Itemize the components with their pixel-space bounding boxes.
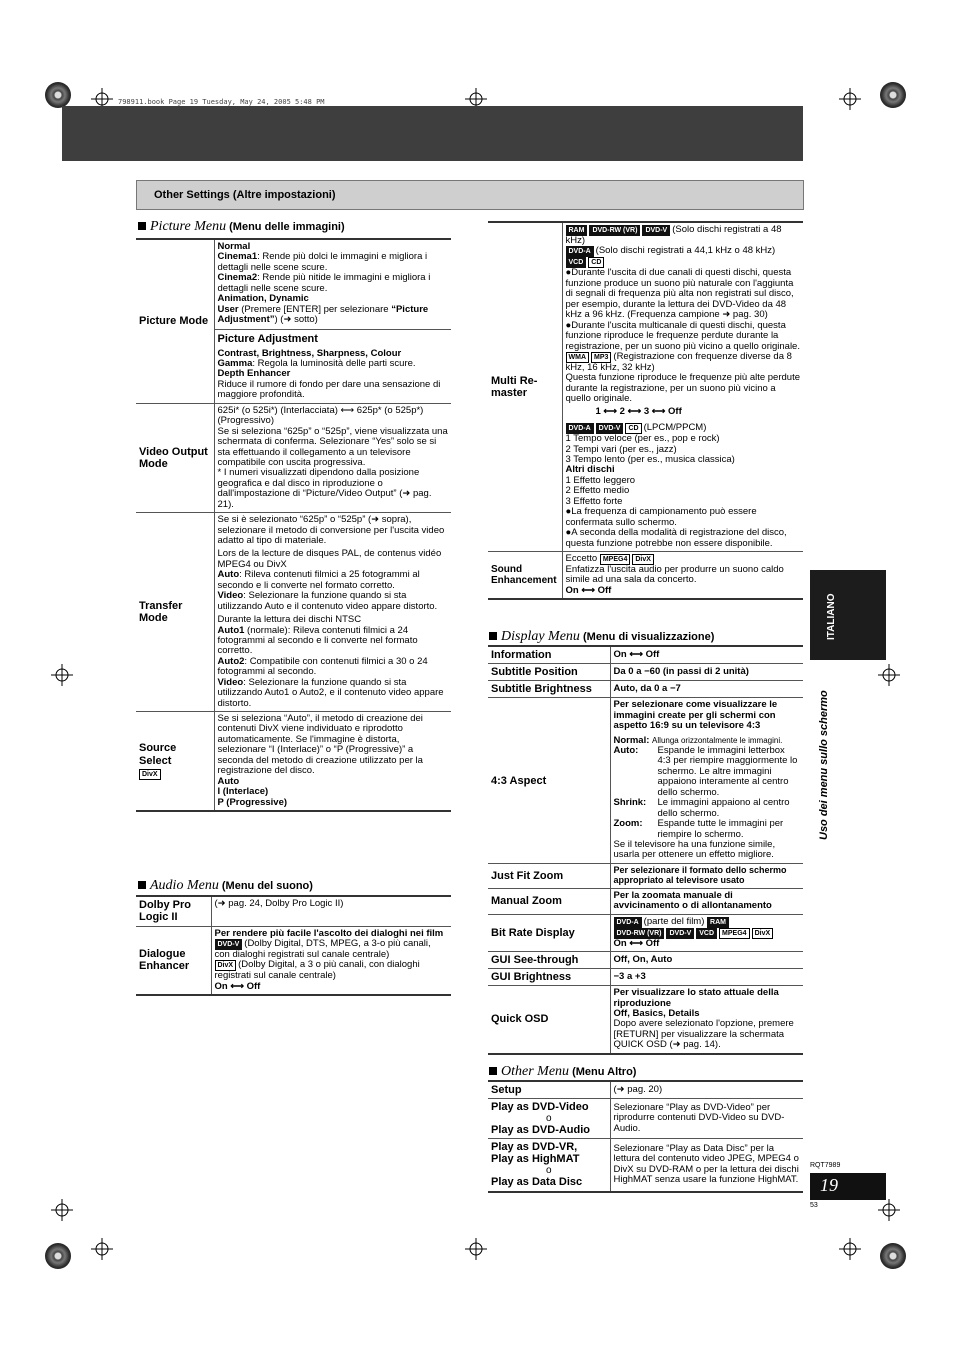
dvd-v-tag: DVD-V (215, 939, 243, 950)
registration-mark-icon (878, 1199, 900, 1221)
display-menu-heading: Display Menu (Menu di visualizzazione) (489, 629, 714, 645)
multi-remaster-label: Multi Re-master (488, 222, 562, 551)
table-row: Dialogue Enhancer Per rendere più facile l'ascolto dei dialoghi nei film DVD-V (Dolby Digital, DTS, MPEG, a 3-o più canali, con dialoghi registrati sul canale centrale) DivX (Dolby Digital, a 3 o più canali, con dialoghi registrati sul canale centrale) On ⟷ Off (136, 926, 451, 995)
settings-bar: Other Settings (Altre impostazioni) (136, 180, 804, 210)
video-output-mode-label: Video Output Mode (136, 403, 214, 512)
registration-mark-icon (51, 1199, 73, 1221)
picture-menu-table (136, 238, 451, 812)
rqt-code: RQT7989 (810, 1162, 841, 1169)
transfer-mode-label: Transfer Mode (136, 513, 214, 712)
table-row: Information On ⟷ Off (488, 646, 803, 664)
language-label: ITALIANO (826, 593, 837, 640)
table-row: Sound Enhancement Eccetto MPEG4 DivX Enfatizza l'uscita audio per produrre un suono caldo simile ad una sala da concerto. On ⟷ Off (488, 551, 803, 599)
registration-mark-icon (465, 1238, 487, 1260)
audio-menu-table (136, 895, 451, 996)
registration-mark-icon (839, 1238, 861, 1260)
table-row: Dolby Pro Logic II (➜ pag. 24, Dolby Pro Logic II) (136, 896, 451, 926)
table-row: Source Select DivX Se si seleziona “Auto”, il metodo di creazione dei contenuti DivX viene individuato e riprodotto automaticamente. Se l'immagine è distorta, selezionare “I (Interlace)” o “P (Progressive)” a seconda del metodo di creazione utilizzato per la registrazione del disco. Auto I (Interlace) P (Progressive) (136, 712, 451, 811)
table-row: Setup (➜ pag. 20) (488, 1081, 803, 1099)
corner-disc-bottom-right (880, 1243, 906, 1269)
language-tab (810, 570, 886, 660)
table-row: GUI See-through Off, On, Auto (488, 951, 803, 968)
header-band (62, 106, 803, 161)
table-row: Bit Rate Display DVD-A (parte del film) RAM DVD-RW (VR) DVD-V VCD MPEG4 DivX On ⟷ Off (488, 914, 803, 951)
dialogue-enhancer-label: Dialogue Enhancer (136, 926, 211, 995)
picture-menu-heading: Picture Menu (Menu delle immagini) (138, 219, 345, 235)
file-info: 798911.book Page 19 Tuesday, May 24, 2005 5:48 PM (118, 98, 325, 106)
table-row: Play as DVD-VR, Play as HighMAT o Play as Data Disc Selezionare “Play as Data Disc” per la lettura del contenuto video JPEG, MPEG4 o DivX su DVD-RAM o per la lettura dei dischi HighMAT senza usare la funzione HighMAT. (488, 1139, 803, 1192)
corner-disc-top-right (880, 82, 906, 108)
table-row: Play as DVD-Video o Play as DVD-Audio Selezionare “Play as DVD-Video” per riprodurre contenuti DVD-Video su DVD-Audio. (488, 1099, 803, 1139)
corner-disc-top-left (45, 82, 71, 108)
table-row: Video Output Mode 625i* (o 525i*) (Interlacciata) ⟷ 625p* (o 525p*) (Progressivo) Se si seleziona “625p” o “525p”, viene visualizzata una schermata di conferma. Selezionare “Yes” solo se si sta effettuando il collegamento a un televisore compatibile con uscita progressiva. * I numeri visualizzati dipendono dalla posizione geografica e dal disco in riproduzione o dall'impostazione di “Picture/Video Output” (➜ pag. 21). (136, 403, 451, 512)
corner-disc-bottom-left (45, 1243, 71, 1269)
divx-tag: DivX (139, 769, 161, 780)
side-section-title: Uso dei menu sullo schermo (818, 690, 830, 840)
table-row: GUI Brightness −3 a +3 (488, 969, 803, 986)
sound-enhancement-label: Sound Enhancement (488, 551, 562, 599)
divx-tag: DivX (215, 960, 237, 971)
dolby-pro-logic-label: Dolby Pro Logic II (136, 896, 211, 926)
table-row: Transfer Mode Se si è selezionato “625p” o “525p” (➜ sopra), selezionare il metodo di conversione per l'uscita video adatto al tipo di materiale. Lors de la lecture de disques PAL, de contenus vidéo MPEG4 ou DivX Auto: Rileva contenuti filmici a 25 fotogrammi al secondo e li converte nel formato corretto. Video: Selezionare la funzione quando si sta utilizzando Auto e il contenuto video appare distorto. Durante la lettura dei dischi NTSC Auto1 (normale): Rileva contenuti filmici a 24 fotogrammi al secondo e li converte nel formato corretto. Auto2: Compatibile con contenuti filmici a 30 o 24 fotogrammi al secondo. Video: Selezionare la funzione quando si sta utilizzando Auto1 o Auto2, e il contenuto video appare distorto. (136, 513, 451, 712)
other-menu-table (488, 1080, 803, 1193)
registration-mark-icon (878, 664, 900, 686)
table-row: Multi Re-master RAM DVD-RW (VR) DVD-V (Solo dischi registrati a 48 kHz) DVD-A (Solo dischi registrati a 44,1 kHz o 48 kHz) VCD CD ●Durante l'uscita di due canali di questi dischi, questa funzione produce un suono più naturale con l'aggiunta di segnali di frequenza più alta non registrati sul disco, per esempio, durante la lettura dei DVD-Video da 48 kHz a 96 kHz. (Frequenza campione ➜ pag. 30) ●Durante l'uscita multicanale di questi dischi, questa funzione riproduce le frequenze perdute durante la registrazione, per un suono più vicino a quello originale. WMA MP3 (Registrazione con frequenze diverse da 8 kHz, 16 kHz, 32 kHz) Questa funzione riproduce le frequenze più alte perdute durante la registrazione, per un suono più vicino a quello originale. 1 ⟷ 2 ⟷ 3 ⟷ Off DVD-A DVD-V CD (LPCM/PPCM) 1 Tempo veloce (per es., pop e rock) 2 Tempi vari (per es., jazz) 3 Tempo lento (per es., musica classica) Altri dischi 1 Effetto leggero 2 Effetto medio 3 Effetto forte ●La frequenza di campionamento può essere confermata sullo schermo. ●A seconda della modalità di registrazione del disco, questa funzione potrebbe non essere disponibile. (488, 222, 803, 551)
audio-menu-table-cont (488, 221, 803, 600)
table-row: Subtitle Brightness Auto, da 0 a −7 (488, 681, 803, 698)
source-select-label: Source Select (139, 742, 177, 767)
registration-mark-icon (839, 88, 861, 110)
audio-menu-heading: Audio Menu (Menu del suono) (138, 878, 313, 894)
registration-mark-icon (51, 664, 73, 686)
table-row: 4:3 Aspect Per selezionare come visualizzare le immagini create per gli schermi con aspetto 16:9 su un televisore 4:3 Normal: Allunga orizzontalmente le immagini. Auto: Espande le immagini letterbox 4:3 per riempire maggiormente lo schermo. Le altre immagini appaiono interamente al centro dello schermo. Shrink: Le immagini appaiono al centro dello schermo. Zoom: Espande tutte le immagini per riempire lo schermo. Se il televisore ha una funzione simile, usarla per ottenere un effetto migliore. (488, 698, 803, 864)
table-row: Just Fit Zoom Per selezionare il formato dello schermo appropriato al televisore usato (488, 863, 803, 888)
display-menu-table (488, 645, 803, 1055)
table-row: Manual Zoom Per la zoomata manuale di avvicinamento o di allontanamento (488, 888, 803, 914)
table-row: Picture Mode Normal Cinema1: Rende più dolci le immagini e migliora i dettagli nelle scene scure. Cinema2: Rende più nitide le immagini e migliora i dettagli nelle scene scure. Animation, Dynamic User (Premere [ENTER] per selezionare “Picture Adjustment”) (➜ sotto) Picture Adjustment Contrast, Brightness, Sharpness, Colour Gamma: Regola la luminosità delle parti scure. Depth Enhancer Riduce il rumore di fondo per dare una sensazione di maggiore profondità. (136, 239, 451, 403)
registration-mark-icon (91, 1238, 113, 1260)
other-menu-heading: Other Menu (Menu Altro) (489, 1064, 636, 1080)
small-page-number: 53 (810, 1202, 818, 1209)
page-number: 19 (810, 1173, 886, 1200)
picture-mode-label: Picture Mode (136, 239, 214, 403)
table-row: Quick OSD Per visualizzare lo stato attuale della riproduzione Off, Basics, Details Dopo avere selezionato l'opzione, premere [RETURN] per visualizzare la schermata QUICK OSD (➜ pag. 14). (488, 986, 803, 1054)
table-row: Subtitle Position Da 0 a −60 (in passi di 2 unità) (488, 664, 803, 681)
